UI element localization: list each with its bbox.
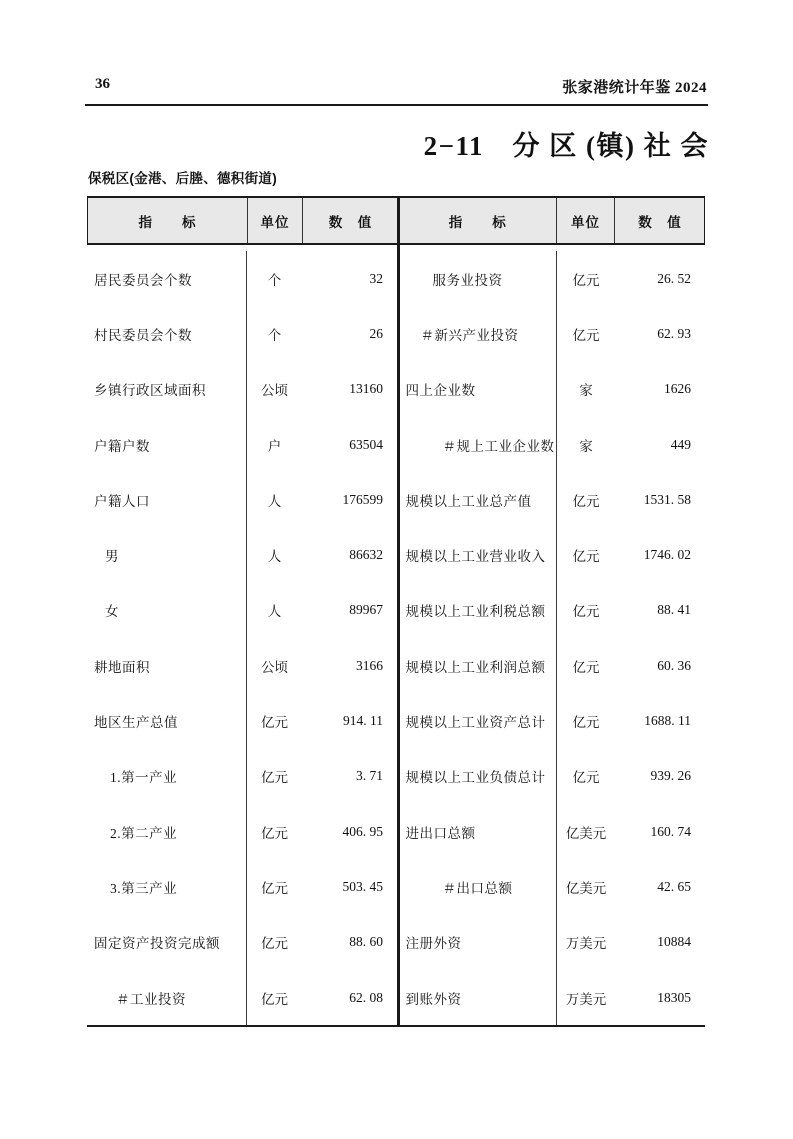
indicator-cell: 男	[87, 527, 247, 582]
unit-cell: 亿元	[261, 825, 288, 841]
indicator-cell: 规模以上工业利税总额	[400, 583, 558, 638]
table-row	[400, 693, 706, 748]
table-row	[400, 583, 706, 638]
value-cell: 449	[670, 436, 691, 452]
value-cell: 86632	[349, 547, 383, 563]
value-cell: 42. 65	[657, 878, 691, 894]
table-right-body	[400, 245, 706, 1025]
header-rule	[85, 104, 708, 106]
table-title: 2−11 分 区 (镇) 社 会	[423, 131, 709, 161]
table-row	[87, 638, 397, 693]
table-row	[87, 472, 397, 527]
table-row	[400, 306, 706, 361]
indicator-cell: 到账外资	[400, 970, 558, 1025]
unit-cell: 家	[579, 438, 593, 454]
col-header-unit: 单位	[248, 198, 303, 243]
col-header-value: 数 值	[328, 214, 373, 230]
value-cell: 62. 08	[349, 989, 383, 1005]
table-row	[400, 749, 706, 804]
value-cell: 176599	[342, 491, 383, 507]
value-cell: 18305	[657, 989, 691, 1005]
indicator-cell: 四上企业数	[400, 362, 558, 417]
value-cell: 13160	[349, 381, 383, 397]
value-cell: 503. 45	[342, 878, 383, 894]
indicator-cell: 规模以上工业总产值	[400, 472, 558, 527]
value-cell: 1531. 58	[643, 491, 691, 507]
value-cell: 1688. 11	[644, 713, 691, 729]
unit-cell: 人	[267, 493, 282, 509]
table-row	[400, 859, 706, 914]
table-row	[400, 251, 706, 306]
value-cell: 939. 26	[650, 768, 691, 784]
indicator-cell: 规模以上工业营业收入	[400, 527, 558, 582]
table-header-row-right	[400, 196, 706, 245]
value-cell: 88. 41	[657, 602, 691, 618]
table-subtitle: 保税区(金港、后塍、德积街道)	[88, 171, 277, 186]
table-row	[87, 970, 397, 1025]
indicator-cell: 乡镇行政区域面积	[87, 362, 247, 417]
unit-cell: 万美元	[565, 991, 607, 1007]
indicator-cell: 规模以上工业负债总计	[400, 749, 558, 804]
table-row	[87, 915, 397, 970]
table-row	[87, 693, 397, 748]
table-row	[400, 638, 706, 693]
indicator-cell: 地区生产总值	[87, 693, 247, 748]
value-cell: 26	[369, 325, 383, 341]
value-cell: 3. 71	[356, 768, 383, 784]
indicator-cell: 服务业投资	[400, 251, 558, 306]
indicator-cell: 户籍人口	[87, 472, 247, 527]
unit-cell: 亿元	[572, 715, 600, 731]
unit-cell: 亿元	[261, 991, 288, 1007]
value-cell: 10884	[657, 934, 691, 950]
unit-cell: 万美元	[565, 936, 607, 952]
unit-cell: 公顷	[261, 383, 288, 399]
table-header-row-left	[87, 196, 397, 245]
indicator-cell: ＃工业投资	[87, 970, 247, 1025]
table-row	[87, 804, 397, 859]
value-cell: 89967	[349, 602, 383, 618]
book-title: 张家港统计年鉴 2024	[562, 80, 707, 96]
indicator-cell: 女	[87, 583, 247, 638]
unit-cell: 人	[267, 549, 282, 565]
unit-cell: 亿元	[261, 880, 288, 896]
table-row	[400, 527, 706, 582]
value-cell: 3166	[356, 657, 383, 673]
unit-cell: 人	[267, 604, 282, 620]
unit-cell: 户	[267, 438, 282, 454]
indicator-cell: 2.第二产业	[87, 804, 247, 859]
value-cell: 88. 60	[349, 934, 383, 950]
indicator-cell: 居民委员会个数	[87, 251, 247, 306]
indicator-cell: 进出口总额	[400, 804, 558, 859]
indicator-cell: 规模以上工业资产总计	[400, 693, 558, 748]
unit-cell: 亿元	[261, 936, 288, 952]
unit-cell: 亿元	[572, 659, 600, 675]
indicator-cell: 注册外资	[400, 915, 558, 970]
table-right-section	[400, 196, 706, 1025]
unit-cell: 亿元	[572, 327, 600, 343]
indicator-cell: ＃出口总额	[400, 859, 558, 914]
indicator-cell: 3.第三产业	[87, 859, 247, 914]
value-cell: 60. 36	[657, 657, 691, 673]
indicator-cell: 村民委员会个数	[87, 306, 247, 361]
indicator-cell: 1.第一产业	[87, 749, 247, 804]
col-header-unit: 单位	[557, 198, 615, 243]
table-row	[400, 362, 706, 417]
table-row	[400, 915, 706, 970]
value-cell: 32	[369, 270, 383, 286]
value-cell: 63504	[349, 436, 383, 452]
table-row	[87, 583, 397, 638]
table-row	[400, 472, 706, 527]
unit-cell: 亿美元	[565, 880, 607, 896]
unit-cell: 亿元	[572, 770, 600, 786]
table-row	[87, 527, 397, 582]
value-cell: 160. 74	[650, 823, 691, 839]
table-left-body	[87, 245, 397, 1025]
unit-cell: 亿元	[572, 272, 600, 288]
unit-cell: 亿元	[572, 549, 600, 565]
unit-cell: 家	[579, 383, 593, 399]
table-row	[87, 749, 397, 804]
value-cell: 26. 52	[657, 270, 691, 286]
indicator-cell: 户籍户数	[87, 417, 247, 472]
table-row	[400, 804, 706, 859]
table-row	[87, 362, 397, 417]
table-row	[87, 306, 397, 361]
col-header-value: 数 值	[638, 214, 682, 230]
table-row	[400, 970, 706, 1025]
unit-cell: 亿元	[572, 604, 600, 620]
unit-cell: 亿元	[572, 493, 600, 509]
col-header-indicator: 指 标	[400, 198, 558, 243]
table-row	[87, 417, 397, 472]
unit-cell: 亿元	[261, 770, 288, 786]
table-row	[87, 859, 397, 914]
table-row	[400, 417, 706, 472]
stats-table	[87, 196, 705, 1027]
col-header-indicator: 指 标	[88, 198, 248, 243]
indicator-cell: 规模以上工业利润总额	[400, 638, 558, 693]
indicator-cell: 耕地面积	[87, 638, 247, 693]
value-cell: 914. 11	[343, 713, 383, 729]
unit-cell: 亿元	[261, 715, 288, 731]
indicator-cell: 固定资产投资完成额	[87, 915, 247, 970]
unit-cell: 个	[267, 272, 282, 288]
unit-cell: 个	[267, 327, 282, 343]
value-cell: 1746. 02	[643, 547, 691, 563]
unit-cell: 亿美元	[565, 825, 607, 841]
table-left-section	[87, 196, 397, 1025]
indicator-cell: ＃规上工业企业数	[400, 417, 558, 472]
indicator-cell: ＃新兴产业投资	[400, 306, 558, 361]
page-number: 36	[95, 76, 110, 92]
value-cell: 1626	[664, 381, 691, 397]
value-cell: 62. 93	[657, 325, 691, 341]
unit-cell: 公顷	[261, 659, 288, 675]
table-row	[87, 251, 397, 306]
value-cell: 406. 95	[342, 823, 383, 839]
